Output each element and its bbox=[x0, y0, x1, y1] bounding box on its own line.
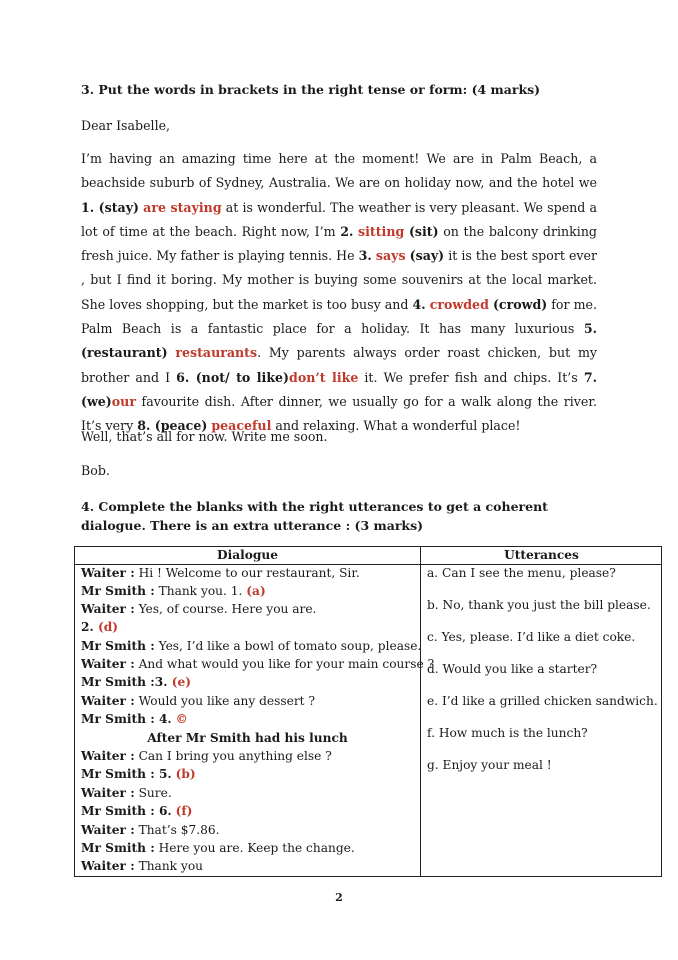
blank-number: 4. bbox=[412, 296, 426, 312]
line-text: Yes, I’d like a bowl of tomato soup, please. bbox=[154, 639, 422, 653]
letter-closing: Well, that’s all for now. Write me soon. bbox=[81, 429, 328, 444]
dialogue-answer: (d) bbox=[97, 620, 119, 634]
letter-text: at is wonderful. The weather is very pleasant. We spend a lot of time at the beach. Right now, I’m bbox=[81, 199, 597, 239]
letter-text: and relaxing. What a wonderful place! bbox=[271, 418, 521, 434]
blank-keyword: (say) bbox=[409, 248, 445, 264]
answer: says bbox=[375, 248, 406, 264]
letter-text: for me. Palm Beach is a fantastic place for a holiday. It has many luxurious bbox=[81, 296, 597, 337]
speaker: Waiter : bbox=[81, 657, 135, 671]
dialogue-line bbox=[81, 566, 419, 580]
letter-text: I’m having an amazing time here at the moment! We are in Palm Beach, a beachside suburb of Sydney, Australia. We are on holiday now, and the hotel we bbox=[81, 151, 597, 191]
letter-body bbox=[81, 147, 597, 439]
dialogue-line bbox=[81, 804, 419, 818]
speaker: Waiter : bbox=[81, 749, 135, 763]
dialogue-line bbox=[81, 841, 419, 855]
utterances-column-header: Utterances bbox=[504, 548, 579, 562]
speaker: Mr Smith : 6. bbox=[81, 804, 172, 818]
dialogue-answer: (a) bbox=[246, 584, 266, 598]
answer: restaurants bbox=[175, 345, 258, 361]
dialogue-table bbox=[74, 546, 662, 877]
answer: are staying bbox=[143, 199, 222, 215]
dialogue-line bbox=[81, 823, 419, 837]
speaker: Waiter : bbox=[81, 859, 135, 873]
line-text: Hi ! Welcome to our restaurant, Sir. bbox=[134, 566, 360, 580]
utterance-option: c. Yes, please. I’d like a diet coke. bbox=[427, 630, 636, 644]
utterance-option: a. Can I see the menu, please? bbox=[427, 566, 616, 580]
speaker: Waiter : bbox=[81, 786, 135, 800]
line-text: Thank you bbox=[134, 859, 204, 873]
utterance-option: d. Would you like a starter? bbox=[427, 662, 598, 676]
answer: peaceful bbox=[211, 418, 272, 434]
dialogue-line bbox=[81, 859, 419, 873]
utterance-option: e. I’d like a grilled chicken sandwich. bbox=[427, 694, 658, 708]
dialogue-answer: © bbox=[175, 712, 188, 726]
utterance-option: g. Enjoy your meal ! bbox=[427, 758, 552, 772]
blank-number: 8. (peace) bbox=[137, 418, 208, 434]
line-text: And what would you like for your main course ? bbox=[134, 657, 435, 671]
speaker: Waiter : bbox=[81, 602, 135, 616]
dialogue-line bbox=[81, 657, 435, 671]
dialogue-line bbox=[81, 767, 419, 781]
speaker: Mr Smith : bbox=[81, 584, 155, 598]
dialogue-line bbox=[81, 639, 422, 653]
line-text: Would you like any dessert ? bbox=[134, 694, 315, 708]
line-text: Sure. bbox=[134, 786, 172, 800]
letter-text: . My parents always order roast chicken, but my brother and I bbox=[81, 345, 597, 385]
dialogue-answer: (e) bbox=[171, 675, 191, 689]
letter-text: it is the best sport ever , but I find it boring. My mother is buying some souvenirs at the local market. She loves shopping, but the market is too busy and bbox=[81, 248, 597, 312]
blank-keyword: (sit) bbox=[408, 223, 439, 239]
letter-greeting: Dear Isabelle, bbox=[81, 118, 171, 133]
line-text: Thank you. 1. bbox=[154, 584, 247, 598]
blank-keyword: (crowd) bbox=[492, 296, 548, 312]
speaker: Waiter : bbox=[81, 694, 135, 708]
section-4-heading: 4. Complete the blanks with the right utterances to get a coherent dialogue. There is an extra utterance : (3 marks) bbox=[81, 499, 548, 533]
blank-number: 6. (not/ to like) bbox=[176, 369, 290, 385]
letter-text: it. We prefer fish and chips. It’s bbox=[358, 369, 584, 385]
speaker: Waiter : bbox=[81, 823, 135, 837]
speaker: Waiter : bbox=[81, 566, 135, 580]
blank-number: 1. (stay) bbox=[81, 199, 139, 215]
blank-number: 7. (we) bbox=[81, 369, 597, 409]
dialogue-line bbox=[81, 694, 419, 708]
dialogue-line bbox=[81, 602, 419, 616]
utterance-option: f. How much is the lunch? bbox=[427, 726, 588, 740]
blank-number: 5. (restaurant) bbox=[81, 321, 597, 361]
speaker: Mr Smith : bbox=[81, 675, 155, 689]
answer: don’t like bbox=[289, 369, 359, 385]
letter-text: on the balcony drinking fresh juice. My father is playing tennis. He bbox=[81, 223, 597, 264]
header-divider bbox=[75, 564, 661, 565]
line-text: Can I bring you anything else ? bbox=[134, 749, 332, 763]
dialogue-answer: (f) bbox=[175, 804, 193, 818]
column-divider bbox=[420, 547, 421, 876]
answer: sitting bbox=[358, 223, 405, 239]
section-3-heading: 3. Put the words in brackets in the right tense or form: (4 marks) bbox=[81, 82, 541, 97]
letter-text: favourite dish. After dinner, we usually go for a walk along the river. It’s very bbox=[81, 393, 597, 434]
speaker: Mr Smith : bbox=[81, 841, 155, 855]
line-text: 2. bbox=[81, 620, 98, 634]
page-number: 2 bbox=[335, 891, 343, 904]
dialogue-line bbox=[81, 749, 419, 763]
dialogue-line bbox=[81, 620, 419, 634]
dialogue-answer: (b) bbox=[175, 767, 196, 781]
dialogue-line bbox=[81, 584, 419, 598]
answer: crowded bbox=[429, 296, 489, 312]
line-text: Here you are. Keep the change. bbox=[154, 841, 355, 855]
letter-signature: Bob. bbox=[81, 463, 110, 478]
utterance-option: b. No, thank you just the bill please. bbox=[427, 598, 651, 612]
blank-number: 2. bbox=[340, 223, 354, 239]
dialogue-column-header: Dialogue bbox=[217, 548, 278, 562]
blank-number: 3. bbox=[358, 248, 372, 264]
speaker: Mr Smith : bbox=[81, 639, 155, 653]
speaker: Mr Smith : 4. bbox=[81, 712, 172, 726]
speaker: Mr Smith : 5. bbox=[81, 767, 172, 781]
dialogue-subheading: After Mr Smith had his lunch bbox=[147, 731, 348, 745]
dialogue-line bbox=[81, 786, 419, 800]
line-text: 3. bbox=[154, 675, 172, 689]
answer: our bbox=[111, 393, 136, 409]
line-text: Yes, of course. Here you are. bbox=[134, 602, 317, 616]
line-text: That’s $7.86. bbox=[134, 823, 220, 837]
dialogue-line bbox=[81, 712, 419, 726]
dialogue-line bbox=[81, 675, 419, 689]
